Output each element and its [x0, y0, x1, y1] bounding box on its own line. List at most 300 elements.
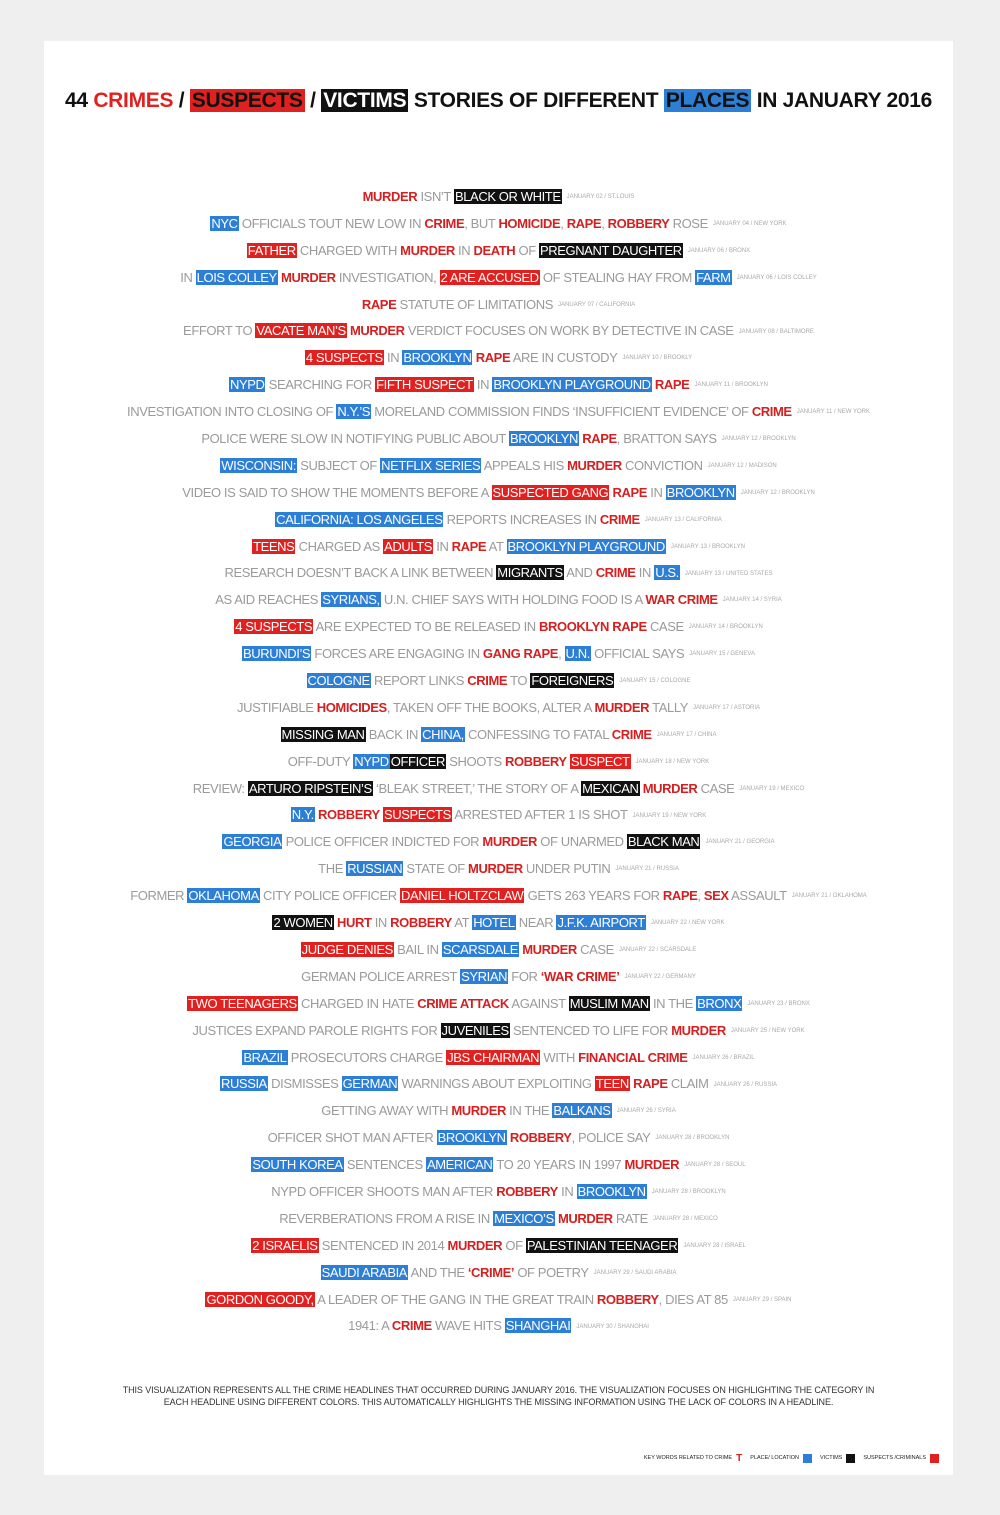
headline-segment-crime: RAPE [612, 484, 648, 500]
headline-segment-victim: BLACK MAN [627, 834, 700, 850]
headline-segment-plain: UNDER PUTIN [522, 861, 611, 877]
headline-segment-plain: CHARGED WITH [296, 242, 401, 258]
page-title [44, 89, 953, 113]
headline-row [44, 1071, 953, 1098]
headline-row [44, 184, 953, 211]
headline-date-location: JANUARY 26 / RUSSIA [713, 1081, 778, 1088]
headline-segment-plain: GETTING AWAY WITH [321, 1103, 452, 1119]
headline-segment-victim: PREGNANT DAUGHTER [539, 242, 682, 258]
headline-segment-plain: NYPD OFFICER SHOOTS MAN AFTER [271, 1183, 497, 1199]
headline-row [44, 453, 953, 480]
headline-segment-crime: MURDER [281, 269, 336, 285]
headline-segment-plain: OFFICIAL SAYS [590, 646, 685, 662]
headline-segment-place: BROOKLYN [666, 484, 735, 500]
headline-segment-suspect: DANIEL HOLTZCLAW [401, 888, 524, 904]
headline-segment-crime: CRIME [391, 1318, 432, 1334]
headline-date-location: JANUARY 21 / RUSSIA [615, 866, 679, 873]
headline-segment-place: LOIS COLLEY [196, 269, 277, 285]
headline-segment-place: OKLAHOMA [188, 888, 259, 904]
headline-segment-crime: RAPE [582, 431, 617, 447]
place-swatch-icon [803, 1454, 812, 1463]
headline-segment-crime: MURDER [400, 242, 455, 258]
headline-segment-plain: WITH [540, 1049, 579, 1065]
suspects-swatch-icon [930, 1454, 939, 1463]
headline-segment-crime: RAPE [654, 377, 690, 393]
headline-row [44, 1313, 953, 1340]
headline-segment-place: BROOKLYN [577, 1183, 646, 1199]
headline-segment-crime: MURDER [557, 1210, 613, 1226]
headline-segment-plain: ASSAULT [728, 888, 787, 904]
headline-segment-place: HOTEL [473, 915, 515, 931]
headline-segment-place: NYC [211, 215, 238, 231]
headline-segment-suspect: 2 ISRAELIS [252, 1237, 318, 1253]
headline-segment-plain: WARNINGS ABOUT EXPLOITING [398, 1076, 595, 1092]
headline-segment-place: CALIFORNIA: LOS ANGELES [276, 511, 443, 527]
headline-segment-place: SYRIANS, [322, 592, 380, 608]
legend-suspects-label: SUSPECTS /CRIMINALS [863, 1455, 926, 1461]
headline-date-location: JANUARY 13 / UNITED STATES [684, 570, 773, 577]
headline-row [44, 1179, 953, 1206]
title-sep-2: / [304, 89, 322, 112]
headline-date-location: JANUARY 14 / BROOKLYN [688, 624, 763, 631]
headline-date-location: JANUARY 28 / SEOUL [684, 1162, 746, 1169]
headline-date-location: JANUARY 04 / NEW YORK [712, 221, 787, 227]
headline-date-location: JANUARY 28 / MEXICO [652, 1215, 718, 1222]
headline-segment-crime: GANG RAPE [482, 646, 559, 662]
headline-segment-crime: ‘WAR CRIME’ [540, 968, 620, 984]
headline-segment-crime: MURDER [671, 1022, 726, 1038]
headline-segment-plain: CASE [646, 619, 684, 635]
headline-row [44, 265, 953, 292]
headline-segment-place: GEORGIA [223, 834, 282, 850]
headline-segment-victim: MUSLIM MAN [569, 995, 649, 1011]
headline-segment-place: AMERICAN [426, 1157, 493, 1173]
headline-segment-victim: MISSING MAN [281, 726, 365, 742]
headline-segment-victim: MIGRANTS [497, 565, 563, 581]
headline-segment-plain: IN THE [505, 1103, 553, 1119]
headline-date-location: JANUARY 08 / BALTIMORE [738, 328, 814, 335]
poster [44, 41, 953, 1475]
headline-segment-victim: FOREIGNERS [531, 673, 614, 689]
headline-segment-place: BROOKLYN [403, 350, 472, 366]
headline-segment-plain: AT [451, 915, 473, 931]
headline-segment-plain: IN [557, 1183, 577, 1199]
title-prefix: 44 [65, 89, 94, 112]
headline-segment-plain: , BUT [464, 215, 499, 231]
headline-segment-place: BRONX [697, 995, 742, 1011]
headline-row [44, 480, 953, 507]
headline-segment-plain: VERDICT FOCUSES ON WORK BY DETECTIVE IN CASE [404, 323, 734, 339]
headline-date-location: JANUARY 28 / BROOKLYN [651, 1189, 726, 1196]
headline-segment-plain: CONVICTION [621, 457, 703, 473]
headline-segment-crime: MURDER [468, 861, 523, 877]
headline-row [44, 1125, 953, 1152]
headline-segment-plain: RESEARCH DOESN’T BACK A LINK BETWEEN [224, 565, 497, 581]
headline-segment-plain: , [601, 215, 608, 231]
headline-segment-plain: VIDEO IS SAID TO SHOW THE MOMENTS BEFORE A [182, 484, 492, 500]
headline-segment-crime: MURDER [594, 699, 650, 715]
headline-segment-crime: CRIME [595, 565, 636, 581]
headline-segment-victim: ARTURO RIPSTEIN’S [248, 780, 372, 796]
headline-date-location: JANUARY 26 / SYRIA [616, 1108, 676, 1115]
headline-date-location: JANUARY 15 / GENEVA [689, 651, 755, 658]
headline-date-location: JANUARY 19 / MEXICO [739, 785, 805, 792]
headline-segment-plain: CHARGED AS [295, 538, 384, 554]
headline-segment-plain: ‘BLEAK STREET,’ THE STORY OF A [372, 780, 582, 796]
headline-segment-plain: , POLICE SAY [571, 1130, 651, 1146]
headline-segment-crime: ‘CRIME’ [467, 1264, 515, 1280]
headline-segment-suspect: 2 ARE ACCUSED [440, 269, 539, 285]
headline-segment-crime: DEATH [473, 242, 516, 258]
headline-segment-plain: CASE [697, 780, 735, 796]
headline-row [44, 883, 953, 910]
headline-row [44, 776, 953, 803]
headline-segment-crime: MURDER [567, 457, 622, 473]
headline-row [44, 372, 953, 399]
headline-row [44, 802, 953, 829]
headline-segment-plain: IN [473, 377, 493, 393]
legend-item-victims [820, 1454, 855, 1463]
headline-segment-victim: OFFICER [390, 753, 446, 769]
headline-date-location: JANUARY 21 / OKLAHOMA [791, 893, 867, 900]
headline-row [44, 937, 953, 964]
headline-date-location: JANUARY 28 / BROOKLYN [655, 1135, 730, 1142]
headline-date-location: JANUARY 22 / SCARSDALE [618, 947, 697, 954]
headline-date-location: JANUARY 23 / BRONX [747, 1000, 810, 1007]
headline-segment-plain: IN [180, 269, 196, 285]
headline-segment-crime: RAPE [633, 1076, 668, 1092]
headline-row [44, 749, 953, 776]
headline-segment-suspect: FATHER [247, 242, 296, 258]
headline-segment-crime: MURDER [624, 1157, 680, 1173]
headline-segment-plain: GETS 263 YEARS FOR [524, 888, 663, 904]
title-suspects: SUSPECTS [191, 89, 303, 112]
headline-segment-place: WISCONSIN: [221, 457, 296, 473]
headline-date-location: JANUARY 15 / COLOGNE [619, 678, 691, 685]
headline-segment-plain: DISMISSES [267, 1076, 342, 1092]
headline-segment-crime: MURDER [522, 941, 577, 957]
title-suffix: IN JANUARY 2016 [751, 89, 932, 112]
headline-segment-place: SCARSDALE [442, 941, 518, 957]
headline-segment-place: CHINA, [422, 726, 464, 742]
headline-segment-crime: HOMICIDES [316, 699, 387, 715]
headline-segment-plain: SEARCHING FOR [265, 377, 376, 393]
headline-segment-place: NETFLIX SERIES [381, 457, 481, 473]
headline-segment-suspect: ADULTS [384, 538, 433, 554]
headline-segment-plain: CLAIM [667, 1076, 709, 1092]
headline-segment-plain: 1941: A [348, 1318, 392, 1334]
headline-row [44, 426, 953, 453]
headline-row [44, 1018, 953, 1045]
headline-segment-place: BURUNDI’S [243, 646, 311, 662]
headline-segment-plain: NEAR [515, 915, 557, 931]
headline-segment-place: SYRIAN [461, 968, 508, 984]
headline-segment-plain: AGAINST [508, 995, 569, 1011]
headline-segment-suspect: SUSPECTS [383, 807, 451, 823]
headline-row [44, 345, 953, 372]
headline-segment-place: BROOKLYN [509, 431, 579, 447]
headline-segment-place: NYPD [229, 377, 265, 393]
headline-segment-plain: IN THE [649, 995, 697, 1011]
title-places: PLACES [665, 89, 750, 112]
headline-segment-plain: POLICE WERE SLOW IN NOTIFYING PUBLIC ABOUT [201, 431, 509, 447]
headline-row [44, 318, 953, 345]
headline-row [44, 292, 953, 319]
headline-row [44, 211, 953, 238]
headline-date-location: JANUARY 17 / ASTORIA [692, 705, 760, 712]
headline-segment-suspect: TEEN [595, 1076, 629, 1092]
headline-date-location: JANUARY 11 / NEW YORK [796, 409, 870, 416]
headline-date-location: JANUARY 02 / ST.LOUIS [566, 194, 635, 201]
headline-row [44, 1233, 953, 1260]
headline-segment-plain: IN [635, 565, 655, 581]
title-crimes: CRIMES [93, 89, 174, 112]
headline-segment-place: J.F.K. AIRPORT [557, 915, 645, 931]
headline-row [44, 722, 953, 749]
headline-segment-suspect: FIFTH SUSPECT [376, 377, 473, 393]
headline-segment-crime: MURDER [349, 323, 405, 339]
headline-segment-crime: CRIME [424, 215, 465, 231]
headline-segment-plain: REPORTS INCREASES IN [443, 511, 600, 527]
headline-segment-suspect: VACATE MAN’S [256, 323, 346, 339]
headline-segment-victim: 2 WOMEN [273, 915, 333, 931]
headline-date-location: JANUARY 19 / NEW YORK [632, 812, 707, 819]
headline-segment-plain: STATUTE OF LIMITATIONS [396, 296, 554, 312]
legend-item-place [750, 1454, 812, 1463]
headline-segment-plain: OF [515, 242, 539, 258]
legend-item-keywords [644, 1454, 742, 1463]
headline-date-location: JANUARY 10 / BROOKLY [622, 355, 693, 362]
headline-segment-plain: FOR [508, 968, 541, 984]
headline-segment-plain: FORCES ARE ENGAGING IN [311, 646, 483, 662]
headline-segment-place: BROOKLYN [437, 1130, 506, 1146]
headline-segment-plain: ROSE [669, 215, 708, 231]
headline-segment-place: SHANGHAI [505, 1318, 571, 1334]
headline-segment-plain: ARRESTED AFTER 1 IS SHOT [451, 807, 628, 823]
headline-segment-crime: MURDER [451, 1103, 506, 1119]
headline-row [44, 507, 953, 534]
headline-segment-plain: U.N. CHIEF SAYS WITH HOLDING FOOD IS A [380, 592, 646, 608]
headline-segment-plain: BACK IN [365, 726, 422, 742]
headline-segment-crime: ROBBERY [504, 753, 567, 769]
headline-segment-crime: CRIME [611, 726, 652, 742]
title-victims: VICTIMS [323, 89, 407, 112]
headline-segment-place: BROOKLYN PLAYGROUND [507, 538, 665, 554]
headline-segment-plain: TO 20 YEARS IN 1997 [493, 1157, 625, 1173]
headline-segment-plain: TO [507, 673, 531, 689]
headline-segment-crime: RAPE [566, 215, 602, 231]
headline-row [44, 668, 953, 695]
headline-segment-plain: SENTENCES [343, 1157, 426, 1173]
headline-segment-place: BRAZIL [243, 1049, 287, 1065]
headline-segment-plain: OFFICIALS TOUT NEW LOW IN [238, 215, 425, 231]
headline-date-location: JANUARY 21 / GEORGIA [705, 839, 775, 846]
headline-date-location: JANUARY 29 / SPAIN [732, 1296, 792, 1303]
headline-segment-plain: , BRATTON SAYS [616, 431, 717, 447]
headline-segment-plain: GERMAN POLICE ARREST [301, 968, 461, 984]
legend-victims-label: VICTIMS [820, 1455, 843, 1461]
headline-segment-plain: OF STEALING HAY FROM [539, 269, 696, 285]
headline-segment-plain: SHOOTS [446, 753, 505, 769]
headline-date-location: JANUARY 22 / NEW YORK [650, 920, 725, 927]
headline-segment-plain: A LEADER OF THE GANG IN THE GREAT TRAIN [314, 1291, 597, 1307]
headline-date-location: JANUARY 12 / BROOKLYN [721, 436, 796, 443]
headline-segment-suspect: 4 SUSPECTS [235, 619, 313, 635]
headline-segment-plain: REVIEW: [192, 780, 248, 796]
headline-segment-place: FARM [696, 269, 731, 285]
headline-segment-crime: ROBBERY [596, 1291, 659, 1307]
headline-row [44, 614, 953, 641]
headline-segment-crime: CRIME ATTACK [417, 995, 509, 1011]
headline-date-location: JANUARY 28 / ISRAEL [683, 1242, 746, 1249]
headline-segment-place: MEXICO’S [494, 1210, 554, 1226]
headline-segment-place: RUSSIAN [347, 861, 403, 877]
headline-segment-plain: OF UNARMED [537, 834, 627, 850]
headline-date-location: JANUARY 06 / LOIS COLLEY [736, 274, 817, 281]
headline-row [44, 238, 953, 265]
headline-date-location: JANUARY 07 / CALIFORNIA [558, 301, 636, 308]
headline-segment-plain: , [697, 888, 704, 904]
headline-segment-plain: IN [383, 350, 403, 366]
headline-segment-plain: AT [486, 538, 507, 554]
headline-row [44, 1045, 953, 1072]
headline-row [44, 910, 953, 937]
headline-segment-crime: ROBBERY [509, 1130, 572, 1146]
headline-row [44, 587, 953, 614]
headline-segment-plain: INVESTIGATION, [335, 269, 440, 285]
headline-row [44, 1152, 953, 1179]
headline-segment-crime: FINANCIAL CRIME [578, 1049, 688, 1065]
headline-segment-plain: CITY POLICE OFFICER [259, 888, 401, 904]
headline-segment-plain: CASE [576, 941, 614, 957]
headline-segment-crime: MURDER [642, 780, 698, 796]
headline-segment-suspect: SUSPECT [570, 753, 630, 769]
headline-row [44, 964, 953, 991]
headline-segment-place: SOUTH KOREA [252, 1157, 343, 1173]
headline-row [44, 829, 953, 856]
headline-segment-suspect: TEENS [253, 538, 295, 554]
headline-segment-crime: RAPE [662, 888, 698, 904]
headline-segment-plain: AS AID REACHES [215, 592, 322, 608]
headline-segment-place: BALKANS [553, 1103, 611, 1119]
headline-segment-plain: INVESTIGATION INTO CLOSING OF [127, 404, 337, 420]
headline-segment-plain: , [558, 646, 565, 662]
headline-row [44, 560, 953, 587]
headline-segment-plain: THE [318, 861, 347, 877]
headline-date-location: JANUARY 17 / CHINA [656, 731, 717, 738]
headline-segment-crime: ROBBERY [607, 215, 670, 231]
headline-segment-plain: OFF-DUTY [287, 753, 354, 769]
headline-segment-plain: , [560, 215, 567, 231]
headline-row [44, 695, 953, 722]
headline-segment-plain: WAVE HITS [431, 1318, 505, 1334]
headline-segment-suspect: GORDON GOODY, [206, 1291, 314, 1307]
headline-segment-plain: ARE EXPECTED TO BE RELEASED IN [313, 619, 539, 635]
headline-segment-place: N.Y.’S [337, 404, 371, 420]
headline-segment-plain: RATE [612, 1210, 648, 1226]
victims-swatch-icon [846, 1454, 855, 1463]
headline-segment-crime: MURDER [447, 1237, 503, 1253]
headline-date-location: JANUARY 11 / BROOKLYN [694, 382, 769, 389]
headline-segment-plain: STATE OF [403, 861, 469, 877]
headline-date-location: JANUARY 30 / SHANGHAI [576, 1323, 649, 1330]
headline-date-location: JANUARY 18 / NEW YORK [635, 758, 710, 765]
headline-segment-place: COLOGNE [307, 673, 370, 689]
headline-segment-plain: FORMER [130, 888, 188, 904]
headline-segment-crime: MURDER [482, 834, 538, 850]
headline-segment-plain: AND THE [408, 1264, 468, 1280]
headline-segment-suspect: 4 SUSPECTS [305, 350, 383, 366]
headline-segment-plain: IN [371, 915, 391, 931]
headline-segment-suspect: TWO TEENAGERS [188, 995, 297, 1011]
headline-segment-crime: HURT [336, 915, 372, 931]
headline-segment-plain: IN [647, 484, 666, 500]
legend-item-suspects [863, 1454, 939, 1463]
headline-segment-victim: JUVENILES [441, 1022, 509, 1038]
headline-segment-plain: MORELAND COMMISSION FINDS ‘INSUFFICIENT EVIDENCE’ OF [371, 404, 752, 420]
headline-segment-plain: AND [563, 565, 596, 581]
headline-segment-plain: JUSTICES EXPAND PAROLE RIGHTS FOR [192, 1022, 441, 1038]
headline-segment-plain: , TAKEN OFF THE BOOKS, ALTER A [386, 699, 595, 715]
headline-segment-place: U.N. [565, 646, 590, 662]
headline-segment-place: SAUDI ARABIA [321, 1264, 408, 1280]
headline-segment-plain: IN [454, 242, 474, 258]
legend-place-label: PLACE/ LOCATION [750, 1455, 800, 1461]
headline-segment-plain: TALLY [649, 699, 688, 715]
headline-segment-crime: CRIME [751, 404, 792, 420]
headline-segment-suspect: SUSPECTED GANG [492, 484, 609, 500]
headline-segment-plain: ISN’T [417, 189, 454, 204]
headline-segment-victim: BLACK OR WHITE [454, 189, 561, 204]
headline-date-location: JANUARY 12 / BROOKLYN [740, 489, 815, 496]
headline-segment-crime: RAPE [451, 538, 487, 554]
headline-date-location: JANUARY 06 / BRONX [687, 247, 751, 254]
headline-segment-plain: POLICE OFFICER INDICTED FOR [282, 834, 483, 850]
headline-row [44, 1206, 953, 1233]
headline-segment-crime: HOMICIDE [498, 215, 561, 231]
headline-row [44, 991, 953, 1018]
headline-date-location: JANUARY 13 / CALIFORNIA [644, 516, 722, 523]
headline-segment-plain: PROSECUTORS CHARGE [287, 1049, 447, 1065]
headline-date-location: JANUARY 26 / BRAZIL [692, 1054, 755, 1061]
headline-segment-plain: CHARGED IN HATE [297, 995, 418, 1011]
headline-segment-plain: ARE IN CUSTODY [510, 350, 618, 366]
headline-segment-place: N.Y. [291, 807, 314, 823]
headline-segment-plain: REVERBERATIONS FROM A RISE IN [279, 1210, 494, 1226]
headline-row [44, 641, 953, 668]
headline-segment-plain: SUBJECT OF [297, 457, 381, 473]
headline-segment-plain: OFFICER SHOT MAN AFTER [267, 1130, 437, 1146]
headline-segment-suspect: JBS CHAIRMAN [447, 1049, 540, 1065]
headline-segment-crime: RAPE [361, 296, 397, 312]
headline-segment-plain: SENTENCED IN 2014 [318, 1237, 448, 1253]
headline-segment-crime: BROOKLYN RAPE [539, 619, 647, 635]
headline-segment-plain: , DIES AT 85 [658, 1291, 728, 1307]
footnote: THIS VISUALIZATION REPRESENTS ALL THE CRIME HEADLINES THAT OCCURRED DURING JANUARY 2016. THE VISUALIZATION FOCUSES ON HIGHLIGHTING THE CATEGORY IN EACH HEADLINE USING DIFFERENT COLORS. THIS AUTOMATICALLY HIGHLIGHTS THE MISSING INFORMATION USING THE LACK OF COLORS IN A HEADLINE. [122, 1385, 875, 1407]
headline-segment-crime: ROBBERY [318, 807, 380, 823]
headline-segment-plain: APPEALS HIS [481, 457, 568, 473]
headline-date-location: JANUARY 14 / SYRIA [722, 597, 782, 604]
headline-row [44, 856, 953, 883]
headline-segment-crime: RAPE [475, 350, 511, 366]
headline-list [44, 184, 953, 1340]
headline-segment-plain: REPORT LINKS [370, 673, 468, 689]
headline-segment-plain: OF POETRY [514, 1264, 589, 1280]
headline-segment-crime: ROBBERY [390, 915, 452, 931]
headline-segment-victim: PALESTINIAN TEENAGER [526, 1237, 678, 1253]
headline-date-location: JANUARY 29 / SAUDI ARABIA [593, 1269, 677, 1276]
legend [644, 1452, 939, 1464]
